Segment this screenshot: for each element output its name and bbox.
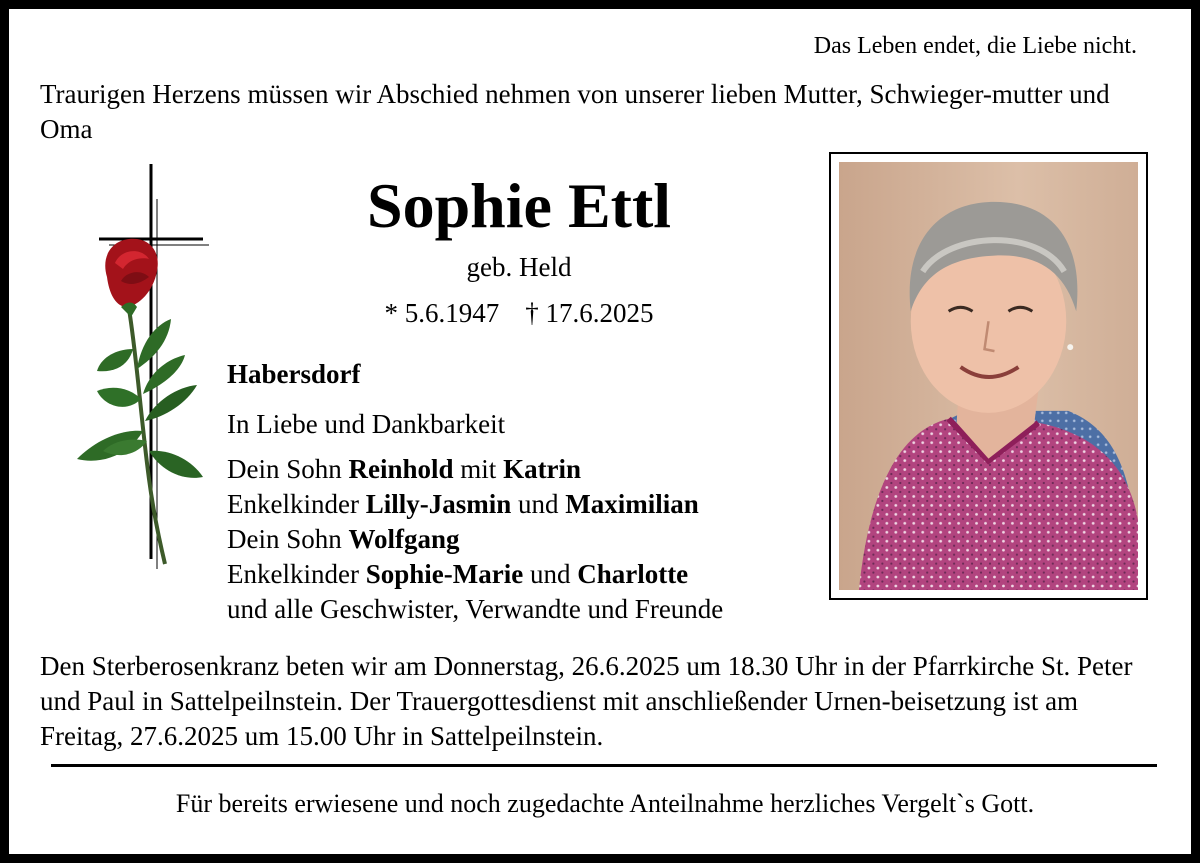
residence: Habersdorf (227, 359, 361, 389)
dedication: In Liebe und Dankbarkeit (227, 409, 506, 439)
deceased-name: Sophie Ettl (366, 170, 672, 241)
mourner-line: und alle Geschwister, Verwandte und Freunde (227, 594, 724, 624)
mourner-line: Enkelkinder Lilly-Jasmin und Maximilian (227, 489, 699, 519)
maiden-name: geb. Held (466, 252, 572, 282)
mourner-line: Dein Sohn Reinhold mit Katrin (227, 454, 582, 484)
thanks-note: Für bereits erwiesene und noch zugedachte Anteilnahme herzliches Vergelt`s Gott. (175, 789, 1035, 818)
divider (51, 764, 1157, 767)
mourner-line: Enkelkinder Sophie-Marie und Charlotte (227, 559, 689, 589)
birth-date: * 5.6.1947 (384, 298, 500, 328)
portrait-photo (839, 162, 1138, 590)
death-date: † 17.6.2025 (525, 298, 654, 328)
portrait-frame (829, 152, 1148, 600)
mourner-line: Dein Sohn Wolfgang (227, 524, 460, 554)
ceremony-details: Den Sterberosenkranz beten wir am Donnerstag, 26.6.2025 um 18.30 Uhr in der Pfarrkirche St. Peter und Paul in Sattelpeilnstein. Der Trauergottesdienst mit anschließender Urnen-beisetzung ist am Freitag, 27.6.2025 um 15.00 Uhr in Sattelpeilnstein. (40, 651, 1133, 751)
mourners-list (227, 407, 723, 627)
life-dates (189, 298, 849, 329)
motto: Das Leben endet, die Liebe nicht. (813, 33, 1137, 59)
intro-text: Traurigen Herzens müssen wir Abschied nehmen von unserer lieben Mutter, Schwieger-mutter und Oma (40, 79, 1110, 144)
